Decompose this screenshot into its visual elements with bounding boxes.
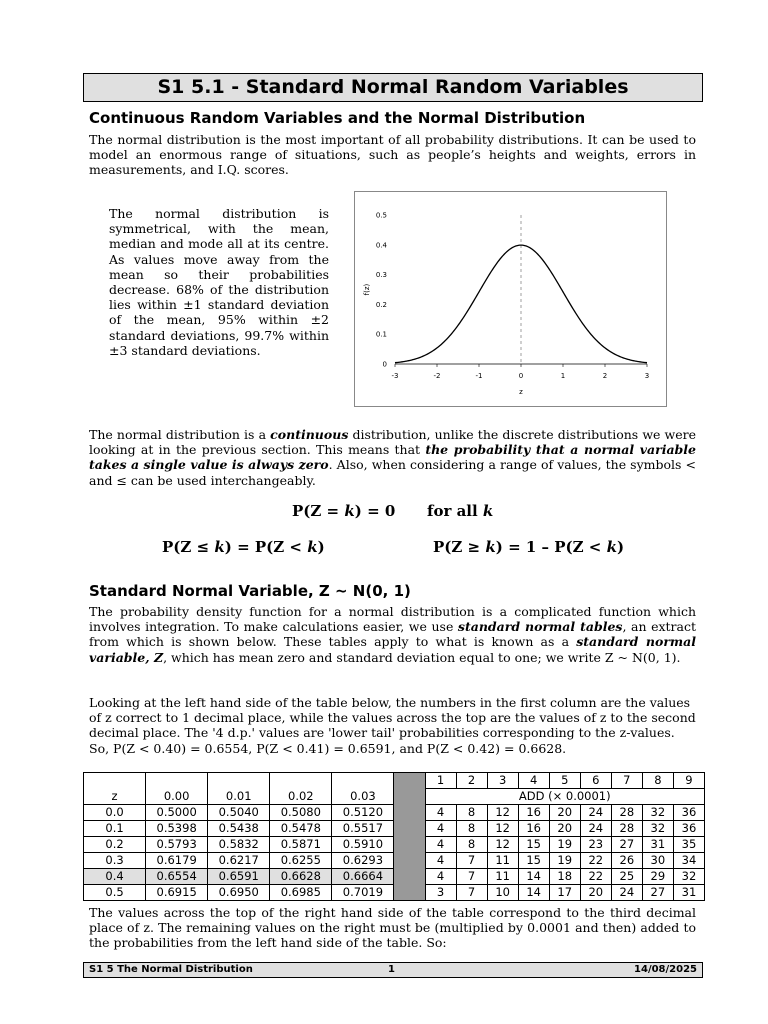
col-header: 0.00 xyxy=(146,773,208,805)
x-tick-label: 1 xyxy=(560,372,566,380)
probability-cell: 0.6293 xyxy=(332,853,394,869)
add-cell: 36 xyxy=(673,805,704,821)
probability-cell: 0.6255 xyxy=(270,853,332,869)
add-cell: 29 xyxy=(642,869,673,885)
probability-cell: 0.6985 xyxy=(270,885,332,901)
y-tick-label: 0.2 xyxy=(375,300,387,309)
formula-for-all-k: for all k xyxy=(427,502,494,520)
add-cell: 20 xyxy=(580,885,611,901)
add-cell: 36 xyxy=(673,821,704,837)
z-value-cell: 0.1 xyxy=(84,821,146,837)
col-header: 0.02 xyxy=(270,773,332,805)
add-cell: 7 xyxy=(456,869,487,885)
probability-cell: 0.6915 xyxy=(146,885,208,901)
y-tick-label: 0 xyxy=(382,360,387,369)
add-digit: 2 xyxy=(456,773,487,789)
add-cell: 20 xyxy=(549,821,580,837)
z-value-cell: 0.3 xyxy=(84,853,146,869)
add-cell: 32 xyxy=(673,869,704,885)
add-cell: 4 xyxy=(425,821,456,837)
add-digit: 4 xyxy=(518,773,549,789)
probability-cell: 0.5438 xyxy=(208,821,270,837)
probability-cell: 0.6628 xyxy=(270,869,332,885)
add-cell: 8 xyxy=(456,821,487,837)
y-axis-label: f(z) xyxy=(363,283,371,296)
add-cell: 11 xyxy=(487,869,518,885)
table-explanation-paragraph: Looking at the left hand side of the table below, the numbers in the first column are the values of z correct to 1 decimal place, while the values across the top are the values of z to the second decimal place. The '4 d.p.' values are 'lower tail' probabilities corresponding to the z-values. So, P(Z < 0.40) = 0.6554, P(Z < 0.41) = 0.6591, and P(Z < 0.42) = 0.6628. xyxy=(89,695,696,756)
add-cell: 32 xyxy=(642,805,673,821)
z-value-cell: 0.4 xyxy=(84,869,146,885)
add-cell: 27 xyxy=(611,837,642,853)
page-footer xyxy=(83,962,703,978)
probability-cell: 0.5398 xyxy=(146,821,208,837)
probability-cell: 0.6950 xyxy=(208,885,270,901)
add-cell: 11 xyxy=(487,853,518,869)
add-cell: 23 xyxy=(580,837,611,853)
normal-curve-chart xyxy=(354,191,667,407)
add-cell: 14 xyxy=(518,869,549,885)
x-tick-label: -1 xyxy=(475,372,483,380)
add-label: ADD (× 0.0001) xyxy=(425,789,704,805)
tables-emphasis: standard normal tables xyxy=(457,619,623,635)
normal-pdf-curve xyxy=(395,245,647,363)
add-cell: 4 xyxy=(425,805,456,821)
probability-cell: 0.5871 xyxy=(270,837,332,853)
add-cell: 17 xyxy=(549,885,580,901)
table-header-digits-row xyxy=(84,773,705,789)
continuous-text-3: . Also, when considering a range of values, the symbols < and ≤ can be used interchangeably. xyxy=(89,457,696,488)
add-cell: 12 xyxy=(487,821,518,837)
section-heading-standard-normal: Standard Normal Variable, Z ~ N(0, 1) xyxy=(89,582,411,600)
y-tick-label: 0.1 xyxy=(375,330,387,339)
z-header: z xyxy=(84,773,146,805)
probability-cell: 0.5517 xyxy=(332,821,394,837)
add-cell: 25 xyxy=(611,869,642,885)
add-cell: 26 xyxy=(611,853,642,869)
x-tick-label: -2 xyxy=(433,372,441,380)
probability-cell: 0.6217 xyxy=(208,853,270,869)
add-cell: 24 xyxy=(580,805,611,821)
table-gap xyxy=(394,773,425,901)
probability-cell: 0.5793 xyxy=(146,837,208,853)
probability-cell: 0.6179 xyxy=(146,853,208,869)
add-cell: 3 xyxy=(425,885,456,901)
add-cell: 15 xyxy=(518,837,549,853)
add-digit: 6 xyxy=(580,773,611,789)
z-value-cell: 0.5 xyxy=(84,885,146,901)
formula-le-lt: P(Z ≤ k) = P(Z < k) xyxy=(162,538,325,556)
add-cell: 8 xyxy=(456,837,487,853)
probability-cell: 0.5120 xyxy=(332,805,394,821)
add-cell: 16 xyxy=(518,805,549,821)
add-cell: 31 xyxy=(642,837,673,853)
probability-cell: 0.6554 xyxy=(146,869,208,885)
standard-normal-table xyxy=(83,772,705,901)
add-cell: 10 xyxy=(487,885,518,901)
probability-cell: 0.5832 xyxy=(208,837,270,853)
add-digit: 5 xyxy=(549,773,580,789)
add-cell: 19 xyxy=(549,837,580,853)
z-value-cell: 0.0 xyxy=(84,805,146,821)
add-digit: 1 xyxy=(425,773,456,789)
y-tick-label: 0.5 xyxy=(375,211,387,220)
x-tick-label: 0 xyxy=(518,372,524,380)
probability-cell: 0.7019 xyxy=(332,885,394,901)
continuous-text-1: The normal distribution is a xyxy=(89,427,271,442)
z-value-cell: 0.2 xyxy=(84,837,146,853)
add-cell: 4 xyxy=(425,837,456,853)
footer-page-number: 1 xyxy=(388,964,395,975)
x-axis-label: z xyxy=(519,388,523,396)
add-cell: 24 xyxy=(580,821,611,837)
add-cell: 16 xyxy=(518,821,549,837)
add-cell: 28 xyxy=(611,805,642,821)
normal-curve-svg xyxy=(355,192,666,406)
add-cell: 15 xyxy=(518,853,549,869)
footer-title: S1 5 The Normal Distribution xyxy=(89,964,253,975)
probability-cell: 0.5080 xyxy=(270,805,332,821)
add-cell: 27 xyxy=(642,885,673,901)
variable-emphasis: standard normal variable, Z xyxy=(89,634,696,665)
add-cell: 19 xyxy=(549,853,580,869)
probability-cell: 0.6591 xyxy=(208,869,270,885)
add-digit: 8 xyxy=(642,773,673,789)
probability-cell: 0.5000 xyxy=(146,805,208,821)
add-digit: 3 xyxy=(487,773,518,789)
continuous-emphasis-2: the probability that a normal variable takes a single value is always zero xyxy=(89,442,696,473)
probability-cell: 0.5478 xyxy=(270,821,332,837)
add-cell: 24 xyxy=(611,885,642,901)
formula-single-value: P(Z = k) = 0 xyxy=(292,502,396,520)
continuous-text-2: distribution, unlike the discrete distributions we were looking at in the previous section. This means that xyxy=(89,427,696,458)
add-digit: 9 xyxy=(673,773,704,789)
intro-paragraph: The normal distribution is the most important of all probability distributions. It can be used to model an enormous range of situations, such as people’s heights and weights, errors in measurements, and I.Q. scores. xyxy=(89,132,696,178)
add-cell: 14 xyxy=(518,885,549,901)
add-cell: 18 xyxy=(549,869,580,885)
pdf-paragraph: The probability density function for a normal distribution is a complicated function which involves integration. To make calculations easier, we use standard normal tables, an extract from which is shown below. These tables apply to what is known as a standard normal variable, Z, which has mean zero and standard deviation equal to one; we write Z ~ N(0, 1). xyxy=(89,604,696,665)
add-cell: 12 xyxy=(487,805,518,821)
footer-date: 14/08/2025 xyxy=(634,964,697,975)
continuous-paragraph xyxy=(89,427,696,488)
y-tick-label: 0.4 xyxy=(375,241,387,250)
add-cell: 32 xyxy=(642,821,673,837)
add-cell: 30 xyxy=(642,853,673,869)
add-cell: 4 xyxy=(425,869,456,885)
formula-ge-complement: P(Z ≥ k) = 1 – P(Z < k) xyxy=(433,538,625,556)
add-cell: 31 xyxy=(673,885,704,901)
add-cell: 7 xyxy=(456,853,487,869)
probability-cell: 0.5910 xyxy=(332,837,394,853)
x-tick-label: 2 xyxy=(602,372,608,380)
section-heading-continuous: Continuous Random Variables and the Normal Distribution xyxy=(89,109,586,127)
probability-cell: 0.6664 xyxy=(332,869,394,885)
add-cell: 8 xyxy=(456,805,487,821)
add-cell: 20 xyxy=(549,805,580,821)
add-cell: 28 xyxy=(611,821,642,837)
add-cell: 12 xyxy=(487,837,518,853)
x-tick-label: -3 xyxy=(391,372,399,380)
add-cell: 7 xyxy=(456,885,487,901)
symmetry-paragraph: The normal distribution is symmetrical, with the mean, median and mode all at its centre. As values move away from the mean so their probabilities decrease. 68% of the distribution lies within ±1 standard deviation of the mean, 95% within ±2 standard deviations, 99.7% within ±3 standard deviations. xyxy=(109,206,329,358)
y-tick-label: 0.3 xyxy=(375,271,387,280)
col-header: 0.01 xyxy=(208,773,270,805)
add-cell: 22 xyxy=(580,869,611,885)
continuous-emphasis-1: continuous xyxy=(270,427,349,442)
add-cell: 22 xyxy=(580,853,611,869)
add-cell: 34 xyxy=(673,853,704,869)
add-digit: 7 xyxy=(611,773,642,789)
after-table-paragraph: The values across the top of the right hand side of the table correspond to the third decimal place of z. The remaining values on the right must be (multiplied by 0.0001 and then) added to the probabilities from the left hand side of the table. So: xyxy=(89,905,696,951)
col-header: 0.03 xyxy=(332,773,394,805)
x-tick-label: 3 xyxy=(644,372,650,380)
page-title: S1 5.1 - Standard Normal Random Variables xyxy=(83,73,703,102)
add-cell: 35 xyxy=(673,837,704,853)
add-cell: 4 xyxy=(425,853,456,869)
probability-cell: 0.5040 xyxy=(208,805,270,821)
